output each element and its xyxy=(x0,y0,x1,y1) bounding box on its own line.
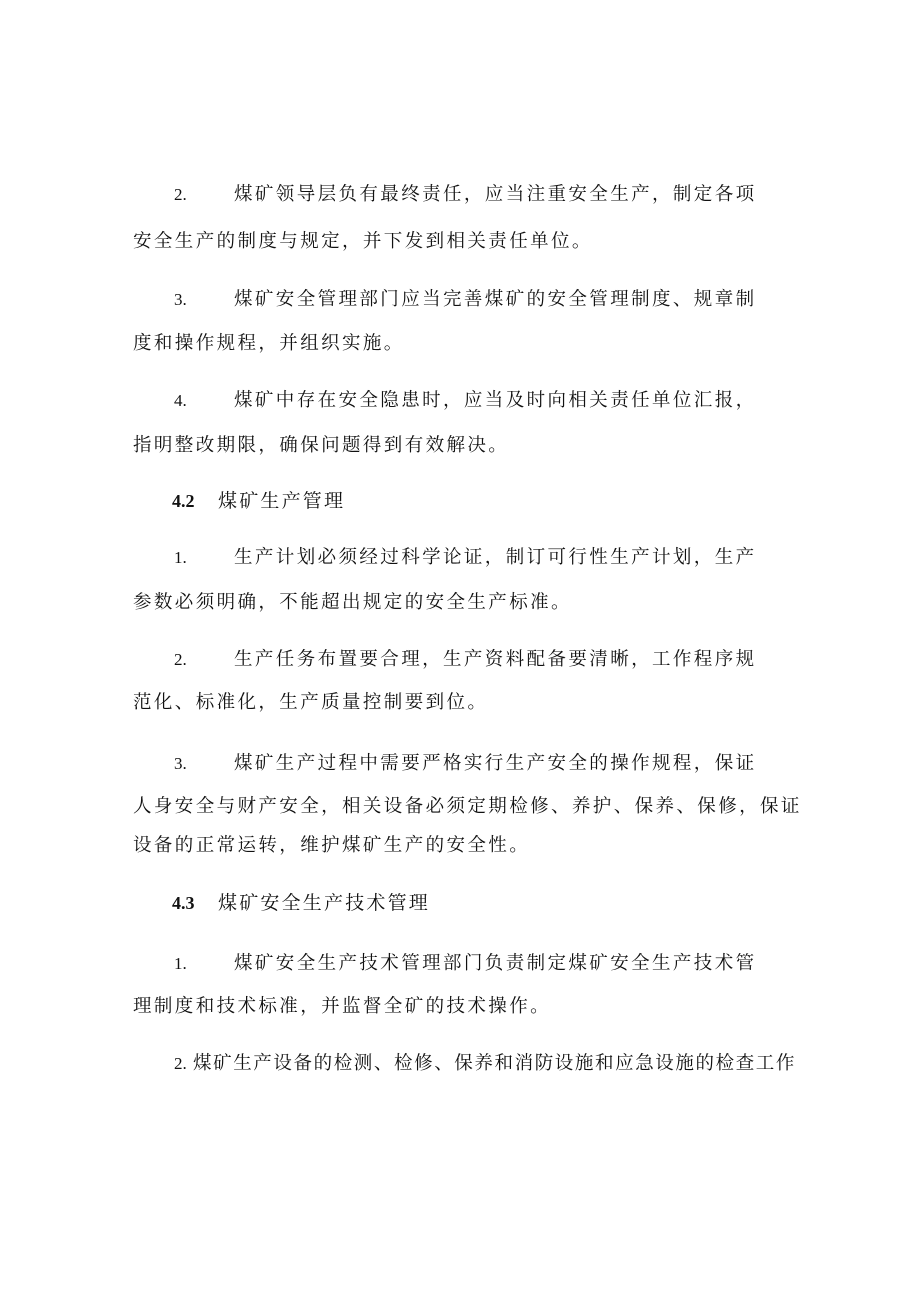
item-text: 生产任务布置要合理，生产资料配备要清晰，工作程序规 xyxy=(234,649,757,670)
item-text-continued: 安全生产的制度与规定，并下发到相关责任单位。 xyxy=(133,231,593,252)
item-text: 煤矿安全生产技术管理部门负责制定煤矿安全生产技术管 xyxy=(234,953,757,974)
item-text: 生产计划必须经过科学论证，制订可行性生产计划，生产 xyxy=(234,547,757,568)
item-number: 2. xyxy=(174,185,187,204)
item-text: 煤矿生产设备的检测、检修、保养和消防设施和应急设施的检查工作 xyxy=(193,1053,797,1074)
item-text: 煤矿领导层负有最终责任，应当注重安全生产，制定各项 xyxy=(234,184,757,205)
item-number: 1. xyxy=(174,954,187,973)
item-text-continued: 参数必须明确，不能超出规定的安全生产标准。 xyxy=(133,592,572,613)
section-title: 煤矿安全生产技术管理 xyxy=(218,892,431,914)
item-number: 4. xyxy=(174,391,187,410)
item-text: 煤矿中存在安全隐患时，应当及时向相关责任单位汇报， xyxy=(234,390,757,411)
item-text: 煤矿安全管理部门应当完善煤矿的安全管理制度、规章制 xyxy=(234,289,757,310)
item-text-continued: 范化、标准化，生产质量控制要到位。 xyxy=(133,692,489,713)
item-text-continued: 设备的正常运转，维护煤矿生产的安全性。 xyxy=(133,835,531,856)
section-number: 4.2 xyxy=(172,491,195,511)
item-number: 2. xyxy=(174,1054,187,1073)
item-text: 煤矿生产过程中需要严格实行生产安全的操作规程，保证 xyxy=(234,753,757,774)
section-number: 4.3 xyxy=(172,893,195,913)
item-number: 3. xyxy=(174,754,187,773)
item-text-continued: 人身安全与财产安全，相关设备必须定期检修、养护、保养、保修，保证 xyxy=(133,796,802,817)
item-number: 1. xyxy=(174,548,187,567)
item-text-continued: 理制度和技术标准，并监督全矿的技术操作。 xyxy=(133,996,552,1017)
item-number: 3. xyxy=(174,290,187,309)
item-text-continued: 度和操作规程，并组织实施。 xyxy=(133,333,405,354)
section-title: 煤矿生产管理 xyxy=(218,490,346,512)
item-text-continued: 指明整改期限，确保问题得到有效解决。 xyxy=(133,435,510,456)
item-number: 2. xyxy=(174,650,187,669)
